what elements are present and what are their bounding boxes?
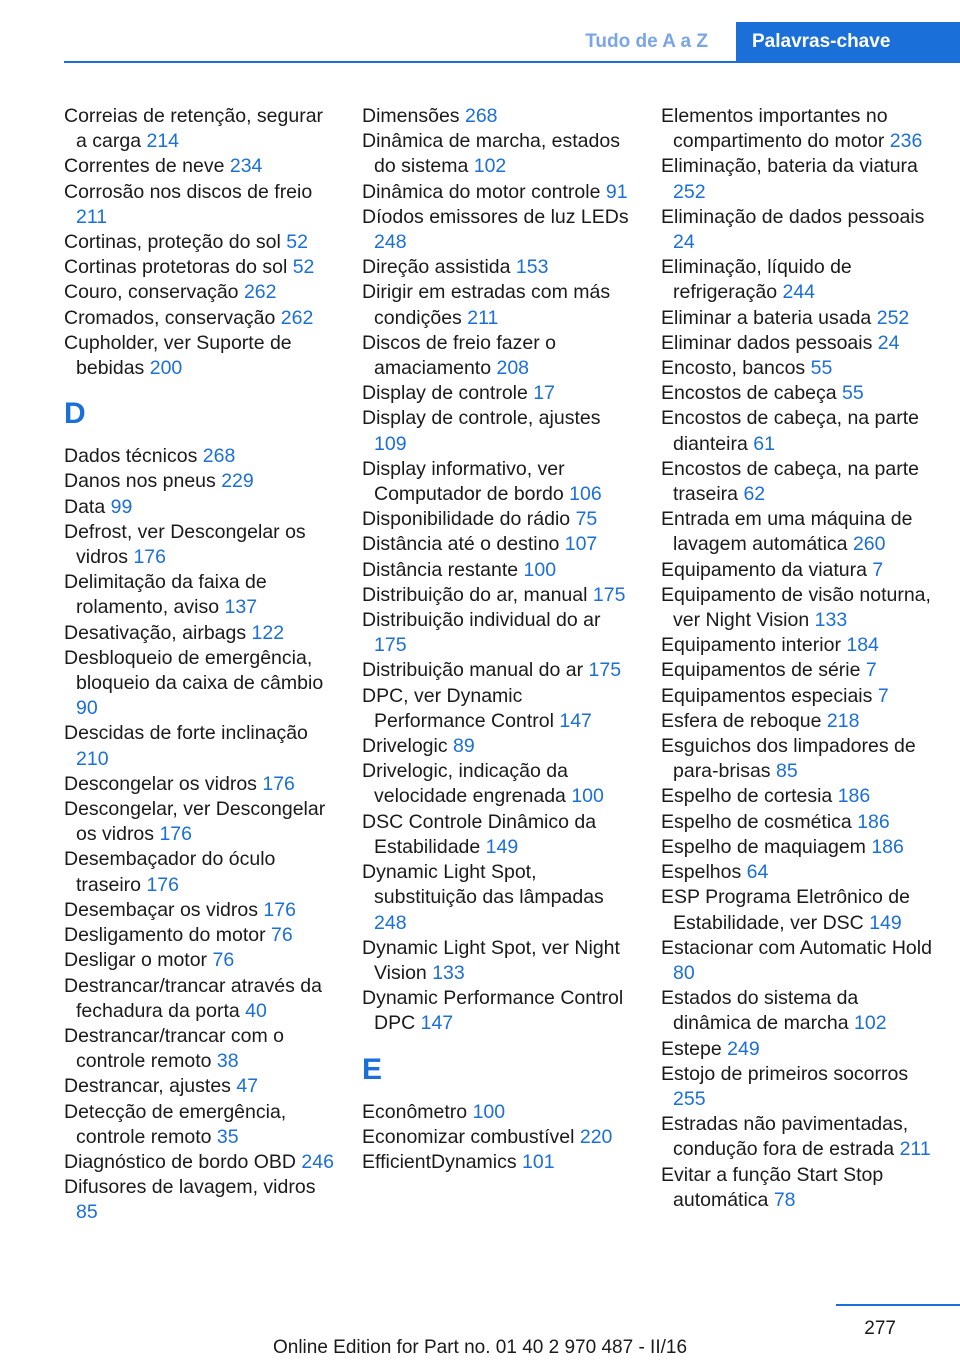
index-entry xyxy=(661,205,933,255)
page-reference-link[interactable]: 248 xyxy=(374,911,407,934)
page-reference-link[interactable]: 211 xyxy=(76,205,108,228)
page-reference-link[interactable]: 268 xyxy=(202,445,236,468)
page-reference-link[interactable]: 262 xyxy=(280,306,314,329)
index-entry xyxy=(64,923,336,948)
index-term: Encosto, bancos xyxy=(661,357,806,380)
index-term: Corrosão nos discos de freio xyxy=(64,180,313,203)
index-term: Equipamento interior xyxy=(661,634,841,657)
index-term: Desativação, airbags xyxy=(64,621,247,644)
index-entry xyxy=(362,406,634,456)
index-entry xyxy=(661,936,933,986)
index-entry xyxy=(64,255,336,280)
page-reference-link[interactable]: 176 xyxy=(133,546,166,569)
index-term: Economizar combustível xyxy=(362,1125,575,1148)
page-reference-link[interactable]: 100 xyxy=(571,785,604,808)
page-reference-link[interactable]: 85 xyxy=(775,760,798,783)
index-term: Cupholder, ver Suporte de bebidas xyxy=(64,331,292,380)
index-entry xyxy=(661,810,933,835)
index-entry xyxy=(362,331,634,381)
index-term: Desbloqueio de emergência, bloqueio da caixa de câmbio xyxy=(64,646,324,695)
page-reference-link[interactable]: 248 xyxy=(374,231,407,254)
page-reference-link[interactable]: 47 xyxy=(236,1075,259,1098)
page-reference-link[interactable]: 7 xyxy=(877,684,889,707)
index-term: Destrancar/trancar com o controle remoto xyxy=(64,1024,284,1073)
index-entry xyxy=(362,936,634,986)
index-entry xyxy=(64,646,336,722)
index-term: Difusores de lavagem, vidros xyxy=(64,1176,316,1199)
index-term: Esfera de reboque xyxy=(661,709,822,732)
index-term: Dinâmica do motor controle xyxy=(362,180,601,203)
index-entry xyxy=(64,1175,336,1225)
page-reference-link[interactable]: 252 xyxy=(876,306,910,329)
page-reference-link[interactable]: 62 xyxy=(743,483,766,506)
index-term: Elementos importantes no compartimento do motor xyxy=(661,105,888,153)
index-entry xyxy=(64,847,336,897)
index-letter-heading: E xyxy=(362,1052,383,1086)
index-term: Dinâmica de marcha, estados do sistema xyxy=(362,130,620,178)
index-entry xyxy=(362,1125,634,1150)
index-term: Dirigir em estradas com más condições xyxy=(362,281,611,329)
index-entry xyxy=(362,532,634,557)
page-reference-link[interactable]: 24 xyxy=(877,331,900,354)
page-reference-link[interactable]: 102 xyxy=(473,155,507,178)
index-entry xyxy=(362,860,634,936)
index-term: Direção assistida xyxy=(362,256,511,279)
index-term: Estepe xyxy=(661,1037,722,1060)
index-entry xyxy=(661,1037,933,1062)
page-reference-link[interactable]: 38 xyxy=(216,1050,239,1073)
index-term: Desembaçador do óculo traseiro xyxy=(64,848,276,896)
index-entry xyxy=(64,1100,336,1150)
index-term: Distribuição do ar, manual xyxy=(362,583,588,606)
index-term: Distribuição individual do ar xyxy=(362,609,601,632)
index-term: Distribuição manual do ar xyxy=(362,659,584,682)
page-reference-link[interactable]: 262 xyxy=(243,281,277,304)
page-reference-link[interactable]: 214 xyxy=(146,130,180,153)
index-entry xyxy=(64,570,336,620)
index-entry xyxy=(64,1150,336,1175)
index-term: Desligar o motor xyxy=(64,949,208,972)
page-reference-link[interactable]: 35 xyxy=(216,1125,239,1148)
index-entry xyxy=(362,986,634,1036)
index-entry xyxy=(362,734,634,759)
edition-note: Online Edition for Part no. 01 40 2 970 487 - II/16 xyxy=(272,1337,688,1358)
index-term: Equipamento da viatura xyxy=(661,558,867,581)
index-term: Destrancar/trancar através da fechadura da porta xyxy=(64,974,322,1022)
index-term: Encostos de cabeça, na parte dianteira xyxy=(661,407,920,455)
index-entry xyxy=(362,255,634,280)
index-term: Díodos emissores de luz LEDs xyxy=(362,205,629,228)
page-reference-link[interactable]: 218 xyxy=(826,709,860,732)
page-number: 277 xyxy=(864,1318,896,1339)
page-reference-link[interactable]: 175 xyxy=(588,659,622,682)
index-entry xyxy=(64,154,336,179)
index-entry xyxy=(661,381,933,406)
index-entry xyxy=(362,558,634,583)
index-term: Defrost, ver Descongelar os vidros xyxy=(64,520,306,569)
page-reference-link[interactable]: 147 xyxy=(559,709,592,732)
index-entry xyxy=(64,306,336,331)
index-term: EfficientDynamics xyxy=(362,1150,517,1173)
index-term: Distância até o destino xyxy=(362,533,560,556)
index-term: Esguichos dos limpadores de para-brisas xyxy=(661,735,916,783)
index-term: Cortinas, proteção do sol xyxy=(64,231,281,254)
index-term: Correias de retenção, segurar a carga xyxy=(64,105,324,153)
index-entry xyxy=(362,205,634,255)
index-entry xyxy=(64,621,336,646)
index-entry xyxy=(64,1024,336,1074)
index-entry xyxy=(64,898,336,923)
index-term: DPC, ver Dynamic Performance Control xyxy=(362,684,554,732)
index-term: Delimitação da faixa de rolamento, aviso xyxy=(64,571,267,619)
index-entry xyxy=(64,520,336,570)
page-reference-link[interactable]: 100 xyxy=(523,558,557,581)
page-reference-link[interactable]: 122 xyxy=(251,621,285,644)
index-entry xyxy=(362,658,634,683)
index-entry xyxy=(661,583,933,633)
index-term: Diagnóstico de bordo OBD xyxy=(64,1150,296,1173)
page-reference-link[interactable]: 107 xyxy=(564,533,598,556)
index-entry xyxy=(64,495,336,520)
index-entry xyxy=(362,104,634,129)
index-term: Danos nos pneus xyxy=(64,470,216,493)
index-entry xyxy=(362,457,634,507)
index-term: Encostos de cabeça xyxy=(661,382,837,405)
index-term: Estacionar com Automatic Hold xyxy=(661,936,932,959)
page-reference-link[interactable]: 64 xyxy=(746,861,769,884)
index-entry xyxy=(64,469,336,494)
index-column-1 xyxy=(64,104,336,1226)
page-reference-link[interactable]: 102 xyxy=(854,1012,887,1035)
page-reference-link[interactable]: 184 xyxy=(846,634,879,657)
index-term: Correntes de neve xyxy=(64,155,225,178)
index-entry xyxy=(362,608,634,658)
page-reference-link[interactable]: 236 xyxy=(889,130,923,153)
index-entry xyxy=(661,1062,933,1112)
index-term: Eliminação de dados pessoais xyxy=(661,205,925,228)
index-entry xyxy=(64,230,336,255)
index-term: Discos de freio fazer o amaciamento xyxy=(362,331,557,380)
index-entry xyxy=(362,507,634,532)
index-column-2 xyxy=(362,104,634,1175)
index-term: Dynamic Light Spot, substituição das lâmpadas xyxy=(362,861,604,909)
page-reference-link[interactable]: 176 xyxy=(263,898,296,921)
page-reference-link[interactable]: 186 xyxy=(871,835,904,858)
index-term: Descidas de forte inclinação xyxy=(64,722,308,745)
index-entry xyxy=(362,180,634,205)
index-entry xyxy=(661,1112,933,1162)
index-entry xyxy=(362,759,634,809)
page-reference-link[interactable]: 149 xyxy=(869,911,902,934)
page-reference-link[interactable]: 176 xyxy=(159,823,192,846)
index-term: Espelho de cosmética xyxy=(661,810,852,833)
index-term: Equipamentos de série xyxy=(661,659,861,682)
page-reference-link[interactable]: 75 xyxy=(575,508,598,531)
section-tab[interactable]: Tudo de A a Z xyxy=(585,31,708,52)
index-entry xyxy=(64,331,336,381)
index-entry xyxy=(64,444,336,469)
page-reference-link[interactable]: 147 xyxy=(420,1012,454,1035)
index-entry xyxy=(661,306,933,331)
index-term: Descongelar, ver Descongelar os vidros xyxy=(64,798,326,846)
page-reference-link[interactable]: 268 xyxy=(464,105,498,127)
index-term: Econômetro xyxy=(362,1100,468,1123)
page-reference-link[interactable]: 61 xyxy=(753,432,775,455)
header-divider xyxy=(64,61,960,63)
page-reference-link[interactable]: 211 xyxy=(467,306,499,329)
index-entry xyxy=(64,948,336,973)
page-reference-link[interactable]: 252 xyxy=(673,180,706,203)
index-entry xyxy=(661,734,933,784)
index-term: Espelho de maquiagem xyxy=(661,835,866,858)
index-entry xyxy=(64,280,336,305)
page-reference-link[interactable]: 220 xyxy=(579,1125,613,1148)
page-reference-link[interactable]: 249 xyxy=(727,1037,760,1060)
index-term: Drivelogic, indicação da velocidade engrenada xyxy=(362,760,568,808)
index-column-3 xyxy=(661,104,933,1213)
page-reference-link[interactable]: 90 xyxy=(76,697,98,720)
page-reference-link[interactable]: 91 xyxy=(605,180,628,203)
index-term: Eliminação, bateria da viatura xyxy=(661,155,918,178)
page-reference-link[interactable]: 109 xyxy=(374,432,407,455)
index-entry xyxy=(362,129,634,179)
page-reference-link[interactable]: 85 xyxy=(76,1201,98,1224)
index-entry xyxy=(661,885,933,935)
index-entry xyxy=(661,154,933,204)
index-term: Eliminar dados pessoais xyxy=(661,331,873,354)
index-entry xyxy=(661,356,933,381)
index-entry xyxy=(64,721,336,771)
page-reference-link[interactable]: 24 xyxy=(673,231,695,254)
index-term: Entrada em uma máquina de lavagem automática xyxy=(661,508,913,556)
index-term: Drivelogic xyxy=(362,735,448,758)
index-entry xyxy=(661,860,933,885)
page-reference-link[interactable]: 55 xyxy=(842,382,864,405)
index-term: Couro, conservação xyxy=(64,281,239,304)
page-reference-link[interactable]: 137 xyxy=(224,596,258,619)
page-reference-link[interactable]: 133 xyxy=(814,609,848,632)
page-header xyxy=(0,22,960,62)
page-reference-link[interactable]: 255 xyxy=(673,1087,706,1110)
page-reference-link[interactable]: 176 xyxy=(146,873,179,896)
index-term: Desligamento do motor xyxy=(64,924,266,947)
index-term: Display de controle xyxy=(362,382,528,405)
index-term: Eliminar a bateria usada xyxy=(661,306,872,329)
index-term: Descongelar os vidros xyxy=(64,772,257,795)
index-entry xyxy=(661,684,933,709)
page-reference-link[interactable]: 17 xyxy=(533,382,555,405)
index-entry xyxy=(362,810,634,860)
index-entry xyxy=(661,658,933,683)
index-term: Dimensões xyxy=(362,105,460,127)
index-term: Estados do sistema da dinâmica de marcha xyxy=(661,987,859,1035)
index-entry xyxy=(661,835,933,860)
index-entry xyxy=(362,583,634,608)
index-entry xyxy=(362,1150,634,1175)
index-entry xyxy=(661,255,933,305)
index-term: Dados técnicos xyxy=(64,445,198,468)
index-term: Dynamic Light Spot, ver Night Vision xyxy=(362,936,620,984)
index-term: Evitar a função Start Stop automática xyxy=(661,1163,884,1211)
index-term: Equipamentos especiais xyxy=(661,684,873,707)
index-entry xyxy=(661,406,933,456)
page-reference-link[interactable]: 76 xyxy=(271,924,293,947)
page-reference-link[interactable]: 260 xyxy=(852,533,886,556)
page-reference-link[interactable]: 246 xyxy=(301,1150,334,1173)
page-reference-link[interactable]: 55 xyxy=(810,357,833,380)
index-term: DSC Controle Dinâmico da Estabilidade xyxy=(362,810,597,858)
page-reference-link[interactable]: 186 xyxy=(837,785,871,808)
index-term: Equipamento de visão noturna, ver Night Vision xyxy=(661,583,931,632)
index-term: Cortinas protetoras do sol xyxy=(64,256,288,279)
page-reference-link[interactable]: 175 xyxy=(592,583,626,606)
page-reference-link[interactable]: 175 xyxy=(374,634,407,657)
index-term: Estradas não pavimentadas, condução fora de estrada xyxy=(661,1113,909,1161)
index-entry xyxy=(661,709,933,734)
index-term: Detecção de emergência, controle remoto xyxy=(64,1100,287,1148)
page-reference-link[interactable]: 40 xyxy=(245,999,267,1022)
index-entry xyxy=(362,684,634,734)
index-term: Cromados, conservação xyxy=(64,306,276,329)
page-reference-link[interactable]: 89 xyxy=(453,735,475,758)
index-entry xyxy=(64,104,336,154)
page-reference-link[interactable]: 99 xyxy=(110,495,133,518)
page-reference-link[interactable]: 211 xyxy=(899,1138,931,1161)
page-reference-link[interactable]: 153 xyxy=(515,256,549,279)
index-entry xyxy=(661,784,933,809)
index-term: Desembaçar os vidros xyxy=(64,898,258,921)
index-term: Disponibilidade do rádio xyxy=(362,508,571,531)
page-reference-link[interactable]: 234 xyxy=(229,155,263,178)
index-entry xyxy=(661,104,933,154)
page-reference-link[interactable]: 200 xyxy=(149,357,183,380)
index-term: Dynamic Performance Control DPC xyxy=(362,987,624,1035)
index-letter-heading: D xyxy=(64,397,86,431)
page-reference-link[interactable]: 208 xyxy=(496,357,530,380)
index-term: Eliminação, líquido de refrigeração xyxy=(661,256,852,304)
index-entry xyxy=(362,1100,634,1125)
index-term: Display informativo, ver Computador de bordo xyxy=(362,457,565,506)
index-term: Encostos de cabeça, na parte traseira xyxy=(661,457,920,506)
index-term: Espelhos xyxy=(661,861,742,884)
page-reference-link[interactable]: 80 xyxy=(673,961,695,984)
footer-divider xyxy=(836,1304,960,1306)
page-reference-link[interactable]: 210 xyxy=(76,747,109,770)
page-reference-link[interactable]: 76 xyxy=(212,949,235,972)
page-reference-link[interactable]: 229 xyxy=(221,470,254,493)
index-entry xyxy=(64,772,336,797)
page-reference-link[interactable]: 78 xyxy=(773,1188,796,1211)
index-entry xyxy=(661,1163,933,1213)
page-reference-link[interactable]: 101 xyxy=(522,1150,555,1173)
page-reference-link[interactable]: 100 xyxy=(472,1100,506,1123)
index-entry xyxy=(64,1074,336,1099)
index-entry xyxy=(362,280,634,330)
index-entry xyxy=(661,331,933,356)
page-reference-link[interactable]: 244 xyxy=(782,281,816,304)
page-reference-link[interactable]: 52 xyxy=(292,256,315,279)
index-term: Estojo de primeiros socorros xyxy=(661,1062,909,1085)
page-reference-link[interactable]: 176 xyxy=(262,772,295,795)
index-entry xyxy=(661,507,933,557)
index-entry xyxy=(661,633,933,658)
index-entry xyxy=(661,558,933,583)
index-term: Distância restante xyxy=(362,558,519,581)
keywords-tab[interactable]: Palavras-chave xyxy=(736,22,960,62)
index-term: Display de controle, ajustes xyxy=(362,407,601,430)
page-reference-link[interactable]: 106 xyxy=(569,483,602,506)
index-entry xyxy=(661,457,933,507)
page-reference-link[interactable]: 7 xyxy=(872,558,884,581)
index-entry xyxy=(64,180,336,230)
page-reference-link[interactable]: 186 xyxy=(857,810,890,833)
index-term: Destrancar, ajustes xyxy=(64,1075,231,1098)
page-reference-link[interactable]: 7 xyxy=(865,659,877,682)
index-term: Espelho de cortesia xyxy=(661,785,833,808)
index-entry xyxy=(661,986,933,1036)
page-reference-link[interactable]: 133 xyxy=(432,961,465,984)
page-reference-link[interactable]: 149 xyxy=(485,835,519,858)
index-term: ESP Programa Eletrônico de Estabilidade, ver DSC xyxy=(661,886,910,934)
index-entry xyxy=(64,974,336,1024)
index-term: Data xyxy=(64,495,106,518)
page-reference-link[interactable]: 52 xyxy=(286,231,308,254)
index-entry xyxy=(362,381,634,406)
index-entry xyxy=(64,797,336,847)
